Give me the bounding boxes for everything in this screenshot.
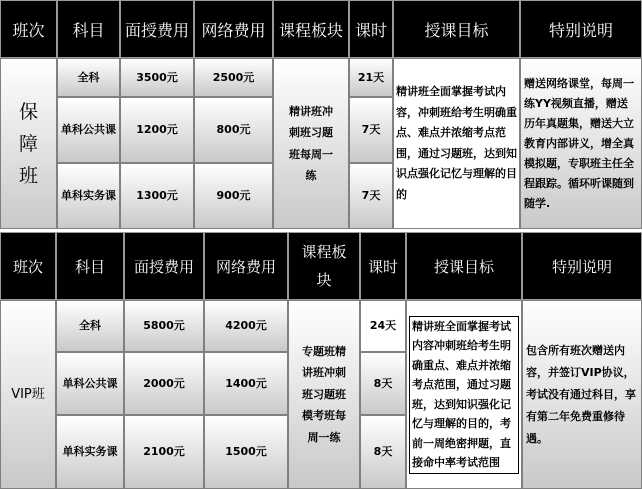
net-fee-cell: 2500元 [194, 58, 273, 97]
subject-cell: 全科 [56, 300, 124, 352]
header-goal: 授课目标 [406, 232, 522, 300]
header-class: 班次 [0, 0, 57, 58]
hours-cell: 21天 [349, 58, 393, 97]
header-goal: 授课目标 [393, 0, 520, 58]
note-text: 赠送网络课堂，每周一练YY视频直播，赠送历年真题集，赠送大立教育内部讲义，增全真模拟题，专职班主任全程跟踪。循环听课随到随学. [524, 76, 634, 210]
note-cell [522, 300, 642, 489]
face-fee-cell: 2000元 [124, 352, 204, 415]
hours-cell: 8天 [360, 415, 406, 489]
goal-text: 精讲班全面掌握考试内容，冲刺班给考生明确重点、难点并浓缩考点范围，通过习题班，达到知识点强化记忆与理解的目的 [394, 82, 519, 205]
header-modules: 课程板块 [273, 0, 349, 58]
header-hours: 课时 [349, 0, 393, 58]
subject-cell [57, 163, 120, 229]
net-fee-cell: 1500元 [204, 415, 288, 489]
modules-cell [288, 300, 360, 489]
goal-cell [393, 58, 520, 229]
goal-cell [406, 300, 522, 489]
table-vip [0, 232, 642, 489]
header-modules-text: 课程板块 [301, 243, 347, 289]
header-note: 特别说明 [522, 232, 642, 300]
subject-cell: 单科实务课 [56, 415, 124, 489]
subject-cell [57, 97, 120, 163]
table-baozhang [0, 0, 642, 229]
note-cell [520, 58, 642, 229]
face-fee-cell: 3500元 [120, 58, 194, 97]
header-hours: 课时 [360, 232, 406, 300]
hours-cell: 7天 [349, 163, 393, 229]
hours-cell: 8天 [360, 352, 406, 415]
class-name-cell [0, 58, 57, 229]
modules-cell [273, 58, 349, 229]
net-fee-cell: 900元 [194, 163, 273, 229]
note-text: 包含所有班次赠送内容，并签订VIP协议，考试没有通过科目，享有第二年免费重修待遇。 [526, 343, 636, 445]
header-net-fee: 网络费用 [204, 232, 288, 300]
class-name: 保障班 [18, 100, 38, 187]
hours-cell: 7天 [349, 97, 393, 163]
net-fee-cell: 4200元 [204, 300, 288, 352]
header-modules [288, 232, 360, 300]
modules-text: 精讲班冲刺班习题班每周一练 [289, 104, 333, 182]
net-fee-cell: 800元 [194, 97, 273, 163]
subject-text: 单科实务课 [61, 189, 116, 202]
header-class: 班次 [0, 232, 56, 300]
face-fee-cell: 1300元 [120, 163, 194, 229]
face-fee-cell: 1200元 [120, 97, 194, 163]
subject-text: 单科公共课 [61, 123, 116, 136]
goal-text: 精讲班全面掌握考试内容冲刺班给考生明确重点、难点并浓缩考点范围，通过习题班，达到知识强化记忆与理解的目的，考前一周绝密押题，直接命中率考试范围 [409, 316, 519, 474]
modules-text: 专题班精讲班冲刺班习题班模考班每周一练 [302, 344, 346, 444]
face-fee-cell: 5800元 [124, 300, 204, 352]
subject-cell: 单科公共课 [56, 352, 124, 415]
face-fee-cell: 2100元 [124, 415, 204, 489]
hours-cell: 24天 [360, 300, 406, 352]
subject-cell: 全科 [57, 58, 120, 97]
header-subject: 科目 [57, 0, 120, 58]
class-name-cell: VIP班 [0, 300, 56, 489]
header-face-fee: 面授费用 [120, 0, 194, 58]
header-subject: 科目 [56, 232, 124, 300]
net-fee-cell: 1400元 [204, 352, 288, 415]
header-note: 特别说明 [520, 0, 642, 58]
header-net-fee: 网络费用 [194, 0, 273, 58]
header-face-fee: 面授费用 [124, 232, 204, 300]
